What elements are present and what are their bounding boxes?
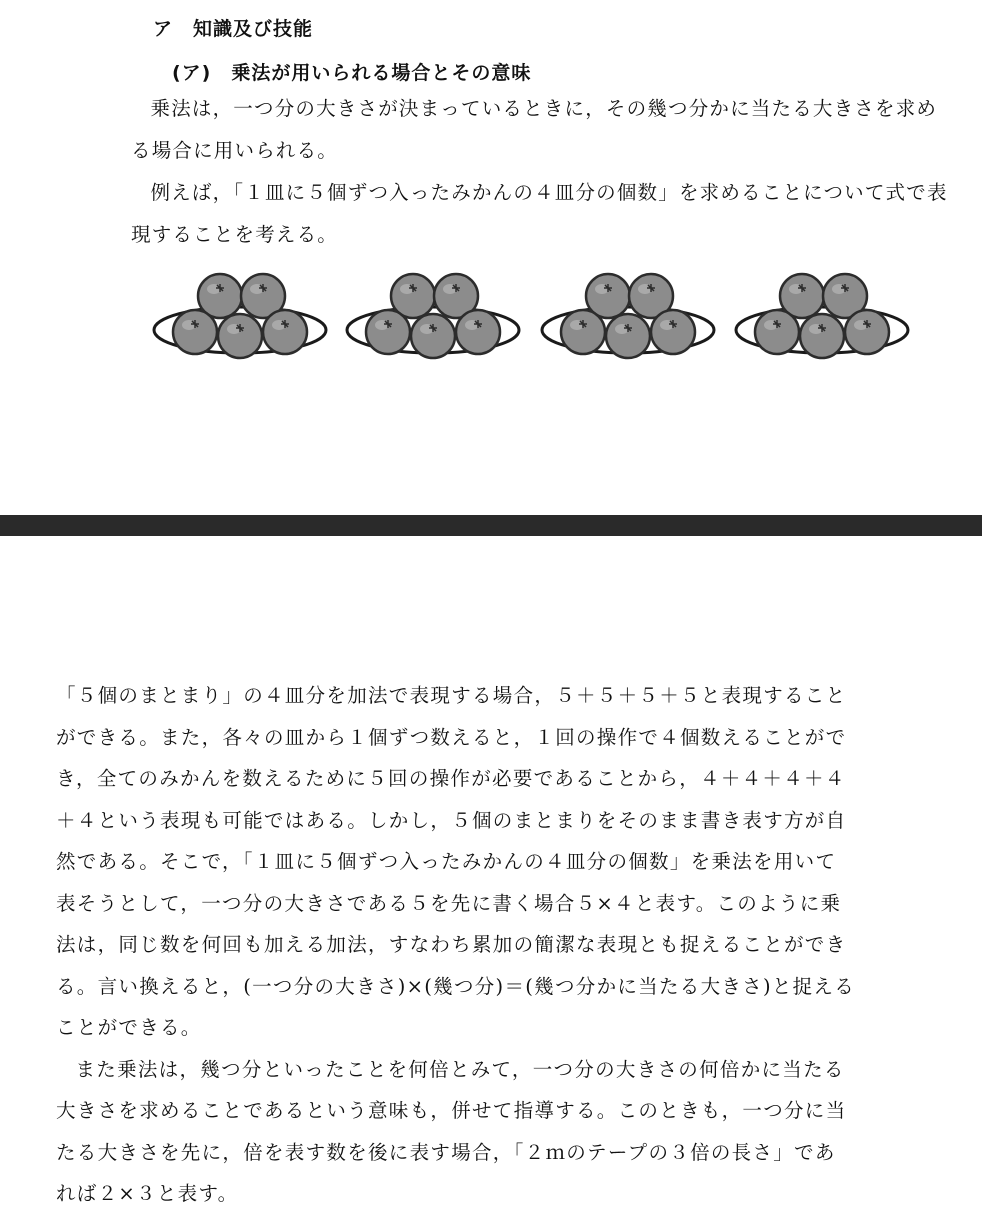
example-paragraph bbox=[131, 172, 956, 256]
orange bbox=[218, 314, 262, 358]
intro-paragraph-text: 乗法は，一つ分の大きさが決まっているときに，その幾つ分かに当たる大きさを求める場合に用いられる。 bbox=[131, 97, 938, 162]
top-page-section bbox=[0, 0, 982, 515]
orange bbox=[411, 314, 455, 358]
subsection-heading: (ア) 乗法が用いられる場合とその意味 bbox=[172, 62, 532, 84]
orange bbox=[173, 310, 217, 354]
orange bbox=[561, 310, 605, 354]
multiplication-meaning-paragraph bbox=[56, 1049, 856, 1215]
bottom-page-text bbox=[56, 675, 856, 1215]
orange bbox=[651, 310, 695, 354]
orange-plates-illustration bbox=[150, 268, 940, 368]
orange bbox=[366, 310, 410, 354]
plate-group bbox=[347, 274, 519, 358]
intro-paragraph bbox=[131, 88, 956, 172]
plate-group bbox=[542, 274, 714, 358]
page-divider-bar bbox=[0, 515, 982, 536]
plate-group bbox=[154, 274, 326, 358]
orange bbox=[800, 314, 844, 358]
orange bbox=[606, 314, 650, 358]
plate-group bbox=[736, 274, 908, 358]
orange bbox=[755, 310, 799, 354]
orange bbox=[845, 310, 889, 354]
example-paragraph-text: 例えば，「１皿に５個ずつ入ったみかんの４皿分の個数」を求めることについて式で表現することを考える。 bbox=[131, 181, 948, 246]
multiplication-meaning-text: また乗法は，幾つ分といったことを何倍とみて，一つ分の大きさの何倍かに当たる大きさを求めることであるという意味も，併せて指導する。このときも，一つ分に当たる大きさを先に，倍を表す数を後に表す場合，「２ｍのテープの３倍の長さ」であれば２×３と表す。 bbox=[56, 1057, 847, 1205]
orange bbox=[456, 310, 500, 354]
orange bbox=[263, 310, 307, 354]
explanation-paragraph: 「５個のまとまり」の４皿分を加法で表現する場合，５＋５＋５＋５と表現することができる。また，各々の皿から１個ずつ数えると，１回の操作で４個数えることができ，全てのみかんを数えるために５回の操作が必要であることから，４＋４＋４＋４＋４という表現も可能ではある。しかし，５個のまとまりをそのまま書き表す方が自然である。そこで，「１皿に５個ずつ入ったみかんの４皿分の個数」を乗法を用いて表そうとして，一つ分の大きさである５を先に書く場合５×４と表す。このように乗法は，同じ数を何回も加える加法，すなわち累加の簡潔な表現とも捉えることができる。言い換えると，(一つ分の大きさ)×(幾つ分)＝(幾つ分かに当たる大きさ)と捉えることができる。 bbox=[56, 684, 856, 1039]
section-heading: ア 知識及び技能 bbox=[153, 18, 314, 40]
